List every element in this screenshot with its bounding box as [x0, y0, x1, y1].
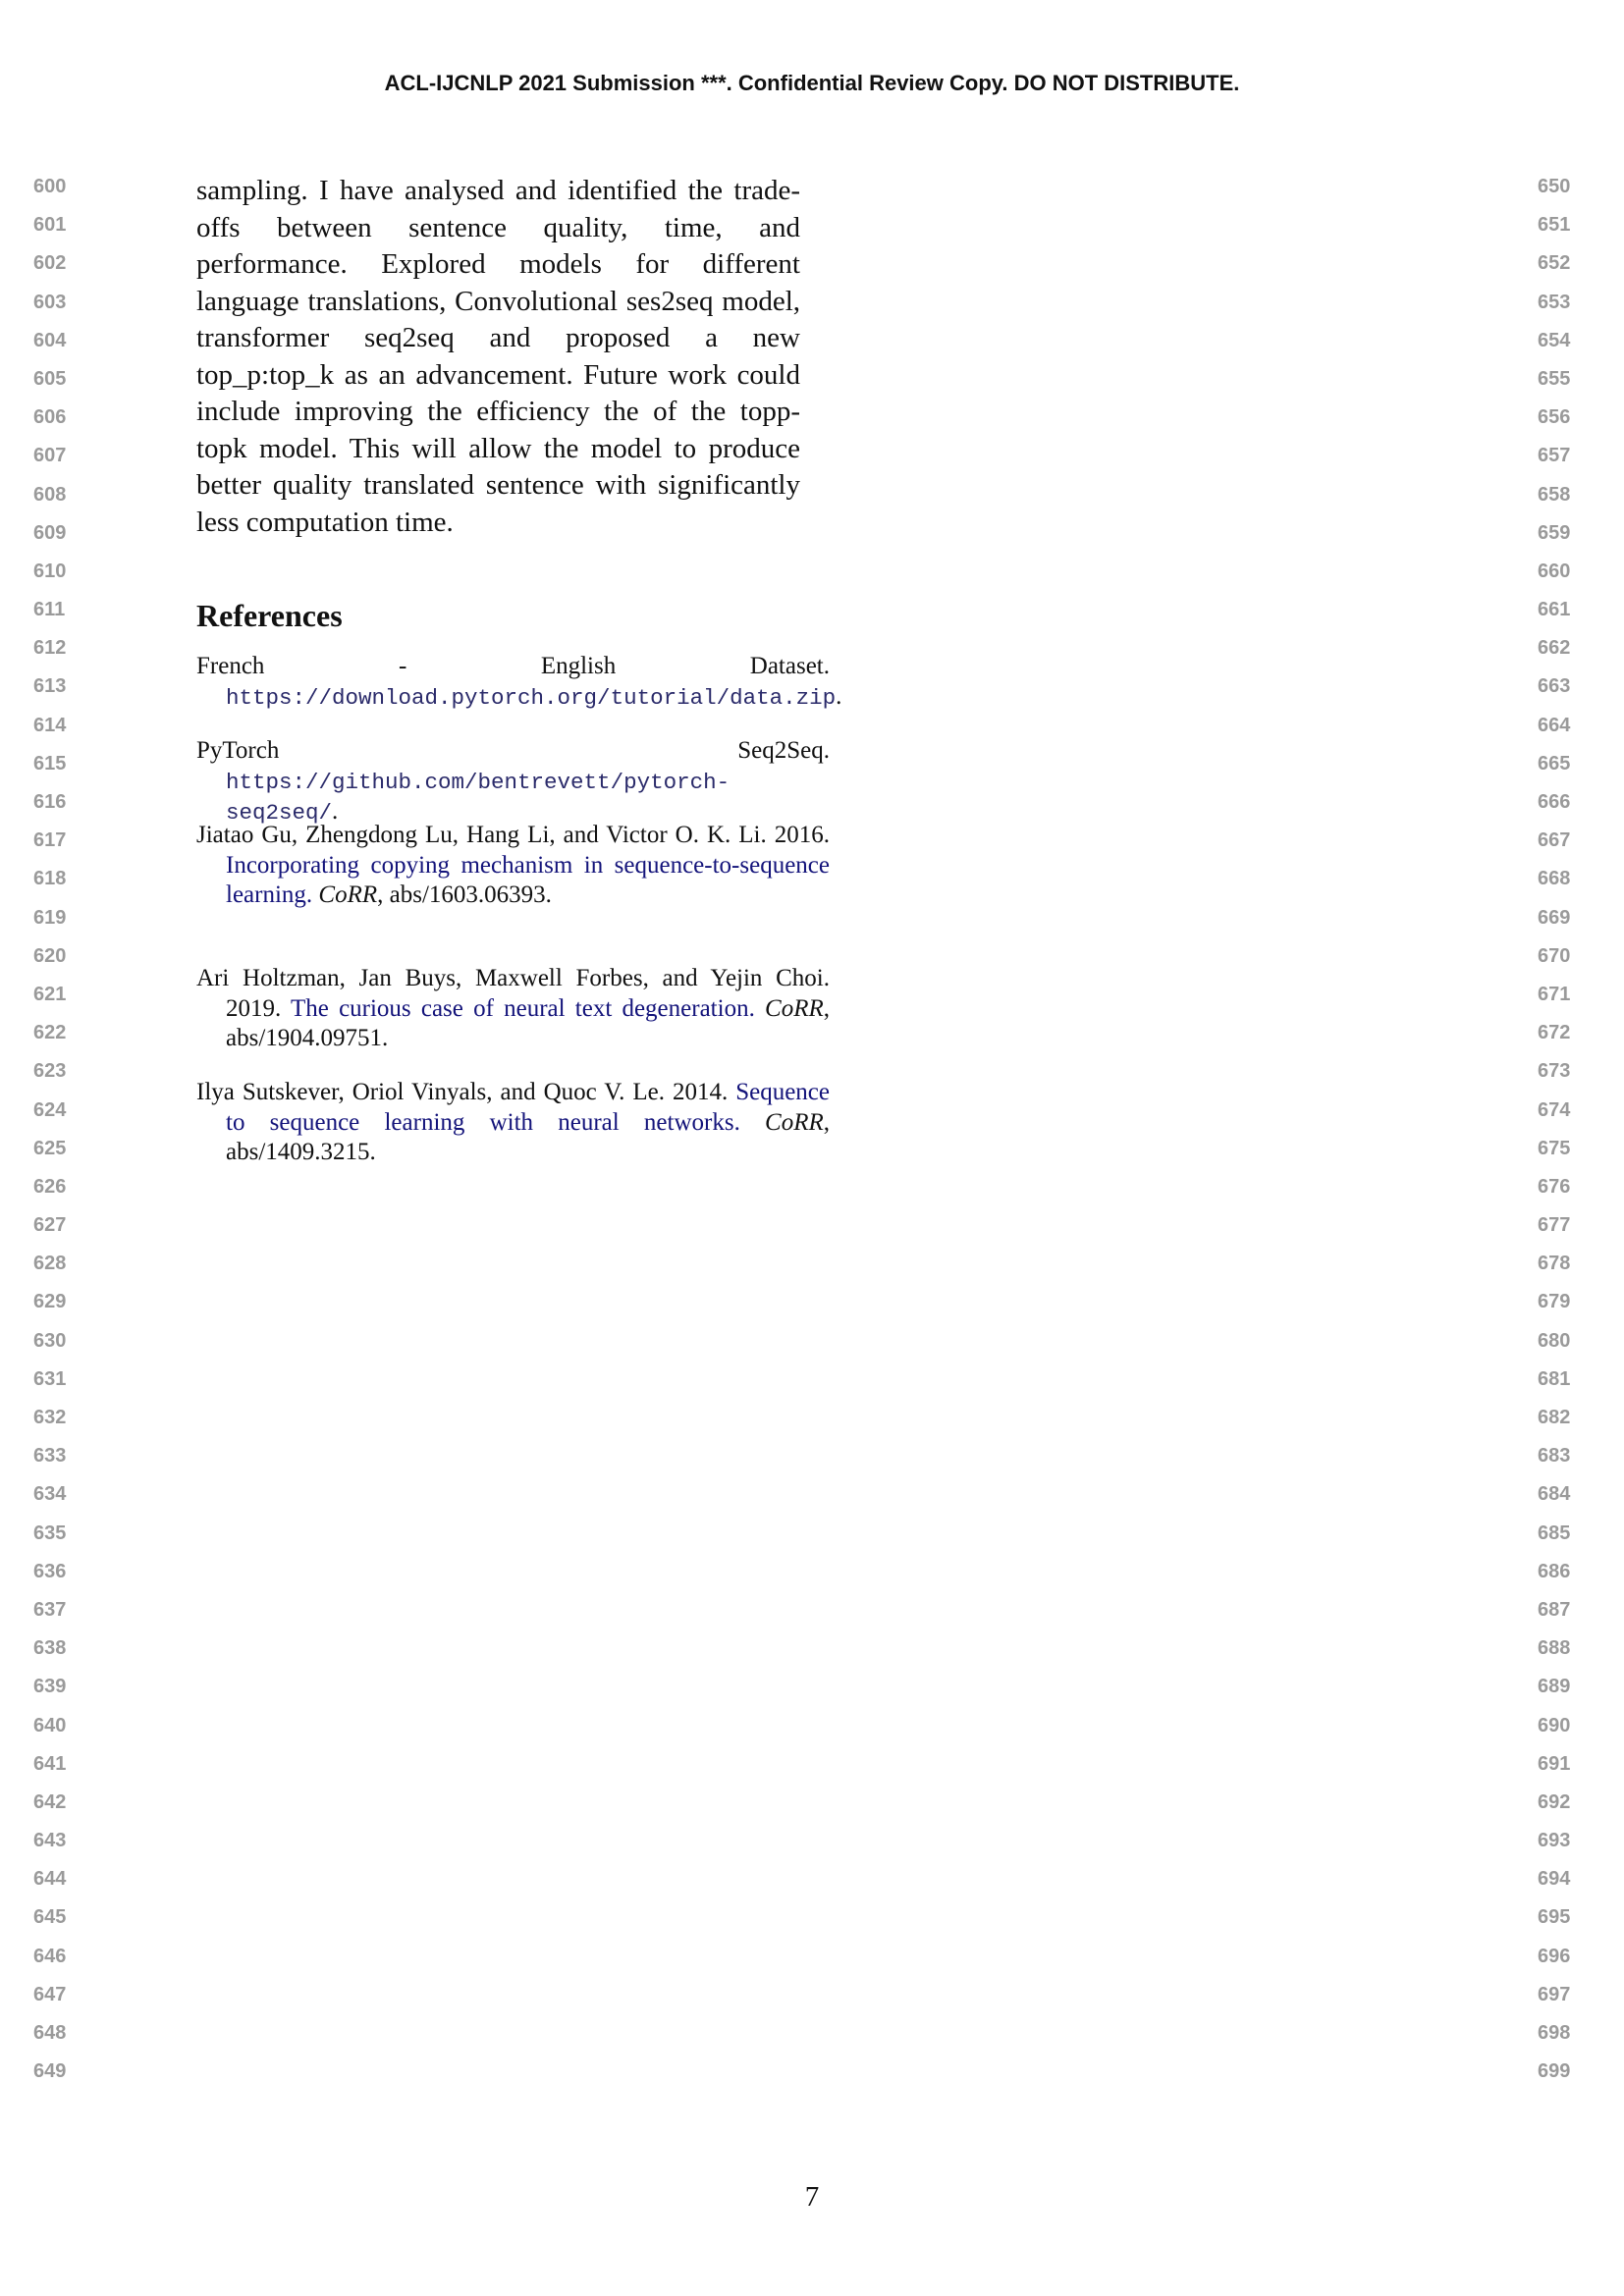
line-number: 602: [33, 252, 67, 275]
conclusion-paragraph: sampling. I have analysed and identified the trade-offs between sentence quality, time, and performance. Explored models for different language translations, Convolutional ses2seq model, transformer seq2seq and proposed a new top_p:top_k as an advancement. Future work could include improving the efficiency the of the topp-topk model. This will allow the model to produce better quality translated sentence with significantly less computation time.: [196, 175, 800, 538]
line-number: 671: [1538, 983, 1571, 1005]
line-number: 659: [1538, 521, 1571, 544]
text-column: [196, 173, 842, 1165]
line-number: 667: [1538, 829, 1571, 852]
line-number: 691: [1538, 1752, 1571, 1775]
line-number: 644: [33, 1868, 67, 1891]
line-number: 619: [33, 906, 67, 929]
line-number: 654: [1538, 329, 1571, 351]
line-number: 600: [33, 176, 67, 197]
line-number: 643: [33, 1830, 67, 1852]
line-number: 692: [1538, 1790, 1571, 1813]
reference-link[interactable]: Incorporating copying mechanism in sequence-to-sequence learning.: [226, 851, 830, 908]
line-number: 636: [33, 1560, 67, 1582]
line-number: 637: [33, 1598, 67, 1621]
line-number: 664: [1538, 714, 1571, 736]
line-number: 696: [1538, 1945, 1571, 1967]
line-number: 641: [33, 1752, 67, 1775]
reference-link[interactable]: The curious case of neural text degeneration.: [291, 994, 755, 1022]
line-number: 651: [1538, 214, 1571, 237]
line-number: 665: [1538, 752, 1571, 774]
line-number: 689: [1538, 1676, 1571, 1698]
line-number: 662: [1538, 637, 1571, 660]
line-number: 624: [33, 1098, 67, 1121]
reference-text: , abs/1603.06393.: [377, 881, 552, 908]
line-number: 630: [33, 1329, 67, 1352]
line-number: 669: [1538, 906, 1571, 929]
line-number: 649: [33, 2060, 67, 2083]
reference-authors: Ilya Sutskever, Oriol Vinyals, and Quoc V. Le. 2014.: [196, 1079, 736, 1105]
line-number: 629: [33, 1291, 67, 1313]
line-number: 693: [1538, 1830, 1571, 1852]
line-numbers-right: [1538, 175, 1570, 2098]
line-number: 605: [33, 367, 67, 390]
line-number: 611: [33, 599, 66, 621]
page-number: 7: [804, 2181, 820, 2213]
reference-text: , abs/1904.09751.: [226, 994, 830, 1051]
line-number: 648: [33, 2022, 67, 2044]
line-number: 670: [1538, 944, 1571, 967]
reference-text: .: [332, 798, 339, 825]
line-number: 652: [1538, 252, 1571, 275]
reference-entry: [196, 1078, 830, 1168]
line-number: 678: [1538, 1253, 1571, 1275]
line-number: 698: [1538, 2022, 1571, 2044]
line-number: 628: [33, 1253, 67, 1275]
reference-url[interactable]: https://download.pytorch.org/tutorial/data.zip: [226, 684, 837, 711]
line-number: 645: [33, 1906, 67, 1929]
line-number: 675: [1538, 1137, 1571, 1159]
line-number: 695: [1538, 1906, 1571, 1929]
line-number: 608: [33, 483, 67, 506]
line-number: 673: [1538, 1060, 1571, 1083]
line-number: 658: [1538, 483, 1571, 506]
line-number: 614: [33, 714, 67, 736]
line-number: 620: [33, 944, 67, 967]
line-number: 699: [1538, 2060, 1571, 2083]
line-number: 679: [1538, 1291, 1571, 1313]
line-number: 683: [1538, 1445, 1571, 1468]
line-number: 682: [1538, 1407, 1571, 1428]
line-number: 639: [33, 1676, 67, 1698]
line-number: 621: [33, 983, 67, 1005]
reference-entry: [196, 821, 830, 911]
line-number: 612: [33, 637, 67, 660]
line-number: 688: [1538, 1637, 1571, 1660]
line-number: 606: [33, 406, 67, 429]
line-number: 615: [33, 752, 67, 774]
line-number: 685: [1538, 1522, 1571, 1544]
line-number: 610: [33, 560, 67, 582]
line-number: 656: [1538, 406, 1571, 429]
reference-authors: Ari Holtzman, Jan Buys, Maxwell Forbes, and Yejin Choi. 2019.: [196, 965, 830, 1022]
line-number: 616: [33, 791, 67, 813]
line-number: 646: [33, 1945, 67, 1967]
line-number: 623: [33, 1060, 67, 1083]
line-number: 609: [33, 521, 67, 544]
reference-text: .: [836, 682, 842, 710]
line-number: 613: [33, 675, 67, 698]
line-number: 697: [1538, 1983, 1571, 2005]
line-number: 690: [1538, 1714, 1571, 1736]
reference-authors: Jiatao Gu, Zhengdong Lu, Hang Li, and Victor O. K. Li. 2016.: [196, 822, 830, 848]
line-number: 625: [33, 1137, 67, 1159]
line-number: 634: [33, 1483, 67, 1506]
line-number: 627: [33, 1214, 67, 1237]
line-number: 694: [1538, 1868, 1571, 1891]
line-number: 604: [33, 329, 67, 351]
line-number: 666: [1538, 791, 1571, 813]
line-number: 657: [1538, 445, 1571, 467]
reference-entry: [196, 652, 842, 713]
line-number: 672: [1538, 1022, 1571, 1044]
reference-text: , abs/1409.3215.: [226, 1108, 831, 1165]
line-number: 684: [1538, 1483, 1571, 1506]
line-number: 660: [1538, 560, 1571, 582]
line-number: 687: [1538, 1598, 1571, 1621]
line-number: 686: [1538, 1560, 1571, 1582]
reference-venue: CoRR: [765, 1108, 824, 1136]
line-number: 642: [33, 1790, 67, 1813]
line-number: 655: [1538, 367, 1571, 390]
reference-entry: [196, 964, 830, 1054]
line-number: 661: [1538, 599, 1571, 621]
page-header: ACL-IJCNLP 2021 Submission ***. Confidential Review Copy. DO NOT DISTRIBUTE.: [384, 71, 1240, 95]
line-number: 601: [33, 214, 67, 237]
line-number: 681: [1538, 1367, 1571, 1390]
reference-entry: [196, 736, 830, 828]
line-number: 674: [1538, 1098, 1571, 1121]
reference-venue: CoRR: [318, 881, 378, 908]
line-number: 632: [33, 1407, 67, 1428]
line-number: 676: [1538, 1175, 1571, 1198]
line-number: 631: [33, 1367, 67, 1390]
line-number: 680: [1538, 1329, 1571, 1352]
line-number: 603: [33, 291, 67, 313]
line-number: 653: [1538, 291, 1571, 313]
line-number: 638: [33, 1637, 67, 1660]
line-number: 633: [33, 1445, 67, 1468]
reference-venue: CoRR: [765, 994, 824, 1022]
reference-text: PyTorch Seq2Seq.: [196, 737, 830, 764]
line-number: 622: [33, 1022, 67, 1044]
reference-url[interactable]: https://github.com/bentrevett/pytorch-seq2seq/: [226, 769, 731, 826]
line-number: 647: [33, 1983, 67, 2005]
line-number: 650: [1538, 176, 1571, 197]
line-numbers-left: [33, 175, 66, 2098]
line-number: 626: [33, 1175, 67, 1198]
line-number: 677: [1538, 1214, 1571, 1237]
line-number: 607: [33, 445, 67, 467]
line-number: 617: [33, 829, 67, 852]
line-number: 618: [33, 868, 67, 890]
reference-text: French - English Dataset.: [196, 653, 830, 679]
line-number: 668: [1538, 868, 1571, 890]
references-heading: References: [196, 598, 343, 633]
reference-link[interactable]: Sequence to sequence learning with neural networks.: [226, 1079, 830, 1136]
line-number: 635: [33, 1522, 67, 1544]
line-number: 640: [33, 1714, 67, 1736]
line-number: 663: [1538, 675, 1571, 698]
